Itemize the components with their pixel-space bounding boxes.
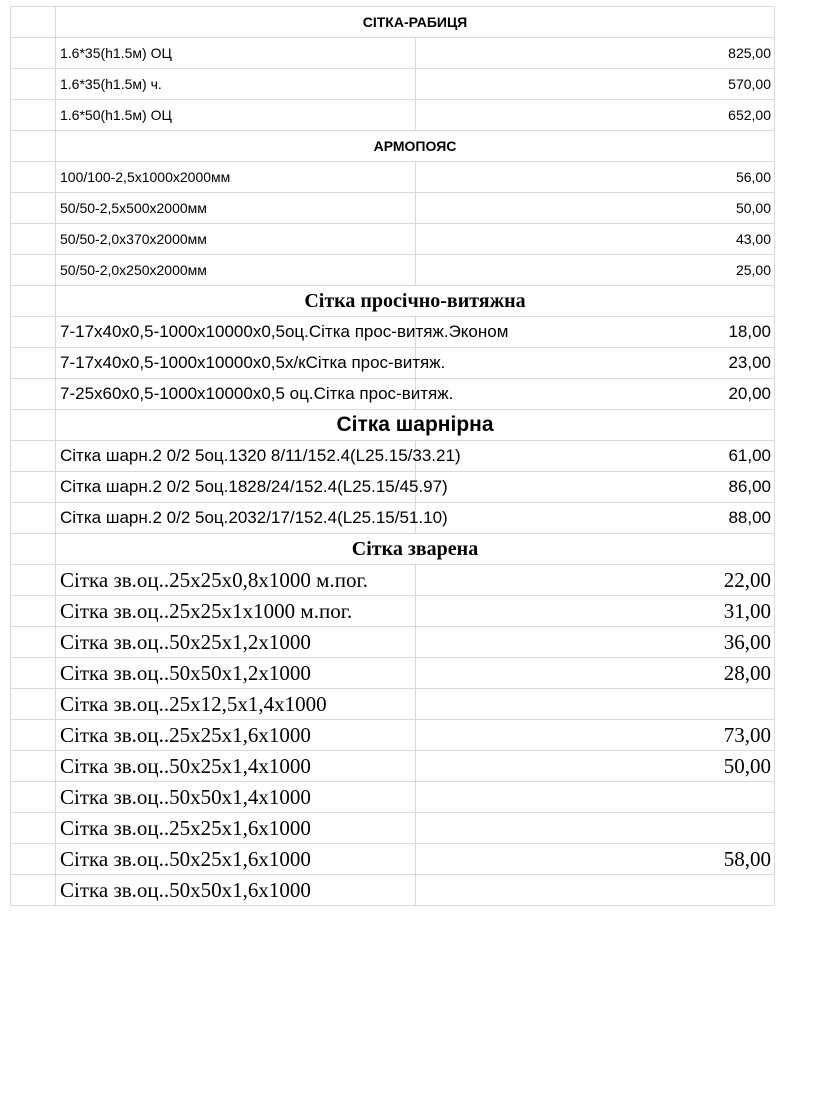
table-row (11, 38, 775, 69)
table-row (11, 472, 775, 503)
table-row (11, 162, 775, 193)
item-price: 86,00 (415, 472, 775, 503)
item-price (415, 875, 775, 906)
price-table (10, 6, 775, 906)
item-name: Сітка шарн.2 0/2 5оц.1828/24/152.4(L25.15/45.97) (56, 472, 416, 503)
row-spacer-cell (11, 410, 56, 441)
item-price: 20,00 (415, 379, 775, 410)
item-name: Сітка зв.оц..50х25х1,2х1000 (56, 627, 416, 658)
section-header (11, 534, 775, 565)
item-price: 50,00 (415, 193, 775, 224)
item-price: 652,00 (415, 100, 775, 131)
table-row (11, 596, 775, 627)
item-price: 22,00 (415, 565, 775, 596)
row-spacer-cell (11, 69, 56, 100)
row-spacer-cell (11, 379, 56, 410)
row-spacer-cell (11, 441, 56, 472)
section-title: Сітка шарнірна (56, 410, 775, 441)
row-spacer-cell (11, 534, 56, 565)
row-spacer-cell (11, 317, 56, 348)
item-price: 61,00 (415, 441, 775, 472)
item-price: 23,00 (415, 348, 775, 379)
item-name: 1.6*35(h1.5м) ч. (56, 69, 416, 100)
item-price (415, 689, 775, 720)
section-header (11, 7, 775, 38)
row-spacer-cell (11, 224, 56, 255)
item-price: 88,00 (415, 503, 775, 534)
item-name: Сітка зв.оц..25х25х1,6х1000 (56, 813, 416, 844)
item-name: 7-25х60х0,5-1000х10000х0,5 оц.Сітка прос-витяж. (56, 379, 416, 410)
table-row (11, 224, 775, 255)
table-row (11, 720, 775, 751)
item-price: 28,00 (415, 658, 775, 689)
section-header (11, 286, 775, 317)
table-row (11, 844, 775, 875)
row-spacer-cell (11, 627, 56, 658)
table-row (11, 193, 775, 224)
item-price: 50,00 (415, 751, 775, 782)
table-row (11, 100, 775, 131)
table-row (11, 317, 775, 348)
row-spacer-cell (11, 472, 56, 503)
table-row (11, 503, 775, 534)
item-name: Сітка зв.оц..50х50х1,2х1000 (56, 658, 416, 689)
item-name: Сітка зв.оц..25х25х1,6х1000 (56, 720, 416, 751)
row-spacer-cell (11, 131, 56, 162)
item-price: 25,00 (415, 255, 775, 286)
item-name: 7-17х40х0,5-1000х10000х0,5х/кСітка прос-витяж. (56, 348, 416, 379)
item-price (415, 813, 775, 844)
row-spacer-cell (11, 751, 56, 782)
item-price (415, 782, 775, 813)
row-spacer-cell (11, 813, 56, 844)
row-spacer-cell (11, 348, 56, 379)
section-header (11, 410, 775, 441)
section-header (11, 131, 775, 162)
table-row (11, 782, 775, 813)
row-spacer-cell (11, 162, 56, 193)
table-row (11, 627, 775, 658)
item-price: 825,00 (415, 38, 775, 69)
item-price: 31,00 (415, 596, 775, 627)
table-row (11, 813, 775, 844)
item-name: Сітка зв.оц..50х25х1,4х1000 (56, 751, 416, 782)
item-name: Сітка зв.оц..50х25х1,6х1000 (56, 844, 416, 875)
row-spacer-cell (11, 689, 56, 720)
row-spacer-cell (11, 658, 56, 689)
item-name: Сітка шарн.2 0/2 5оц.2032/17/152.4(L25.15/51.10) (56, 503, 416, 534)
row-spacer-cell (11, 286, 56, 317)
table-row (11, 441, 775, 472)
row-spacer-cell (11, 38, 56, 69)
table-row (11, 875, 775, 906)
item-name: Сітка зв.оц..25х25х1х1000 м.пог. (56, 596, 416, 627)
row-spacer-cell (11, 844, 56, 875)
table-row (11, 751, 775, 782)
item-name: Сітка зв.оц..50х50х1,6х1000 (56, 875, 416, 906)
row-spacer-cell (11, 255, 56, 286)
section-title: АРМОПОЯС (56, 131, 775, 162)
item-name: 50/50-2,0х250х2000мм (56, 255, 416, 286)
table-row (11, 69, 775, 100)
table-row (11, 255, 775, 286)
row-spacer-cell (11, 782, 56, 813)
item-name: Сітка зв.оц..25х25х0,8х1000 м.пог. (56, 565, 416, 596)
table-row (11, 348, 775, 379)
item-name: Сітка зв.оц..25х12,5х1,4х1000 (56, 689, 416, 720)
row-spacer-cell (11, 720, 56, 751)
item-price: 18,00 (415, 317, 775, 348)
row-spacer-cell (11, 100, 56, 131)
table-row (11, 658, 775, 689)
item-price: 58,00 (415, 844, 775, 875)
item-name: Сітка зв.оц..50х50х1,4х1000 (56, 782, 416, 813)
item-name: Сітка шарн.2 0/2 5оц.1320 8/11/152.4(L25.15/33.21) (56, 441, 416, 472)
table-row (11, 565, 775, 596)
item-name: 50/50-2,5х500х2000мм (56, 193, 416, 224)
item-price: 73,00 (415, 720, 775, 751)
item-price: 36,00 (415, 627, 775, 658)
section-title: Сітка зварена (56, 534, 775, 565)
row-spacer-cell (11, 193, 56, 224)
item-price: 43,00 (415, 224, 775, 255)
row-spacer-cell (11, 596, 56, 627)
item-name: 1.6*50(h1.5м) ОЦ (56, 100, 416, 131)
row-spacer-cell (11, 875, 56, 906)
item-name: 100/100-2,5х1000х2000мм (56, 162, 416, 193)
section-title: СІТКА-РАБИЦЯ (56, 7, 775, 38)
table-row (11, 379, 775, 410)
row-spacer-cell (11, 7, 56, 38)
row-spacer-cell (11, 503, 56, 534)
item-price: 570,00 (415, 69, 775, 100)
item-name: 7-17х40х0,5-1000х10000х0,5оц.Сітка прос-витяж.Эконом (56, 317, 416, 348)
item-name: 50/50-2,0х370х2000мм (56, 224, 416, 255)
row-spacer-cell (11, 565, 56, 596)
item-price: 56,00 (415, 162, 775, 193)
section-title: Сітка просічно-витяжна (56, 286, 775, 317)
table-row (11, 689, 775, 720)
item-name: 1.6*35(h1.5м) ОЦ (56, 38, 416, 69)
